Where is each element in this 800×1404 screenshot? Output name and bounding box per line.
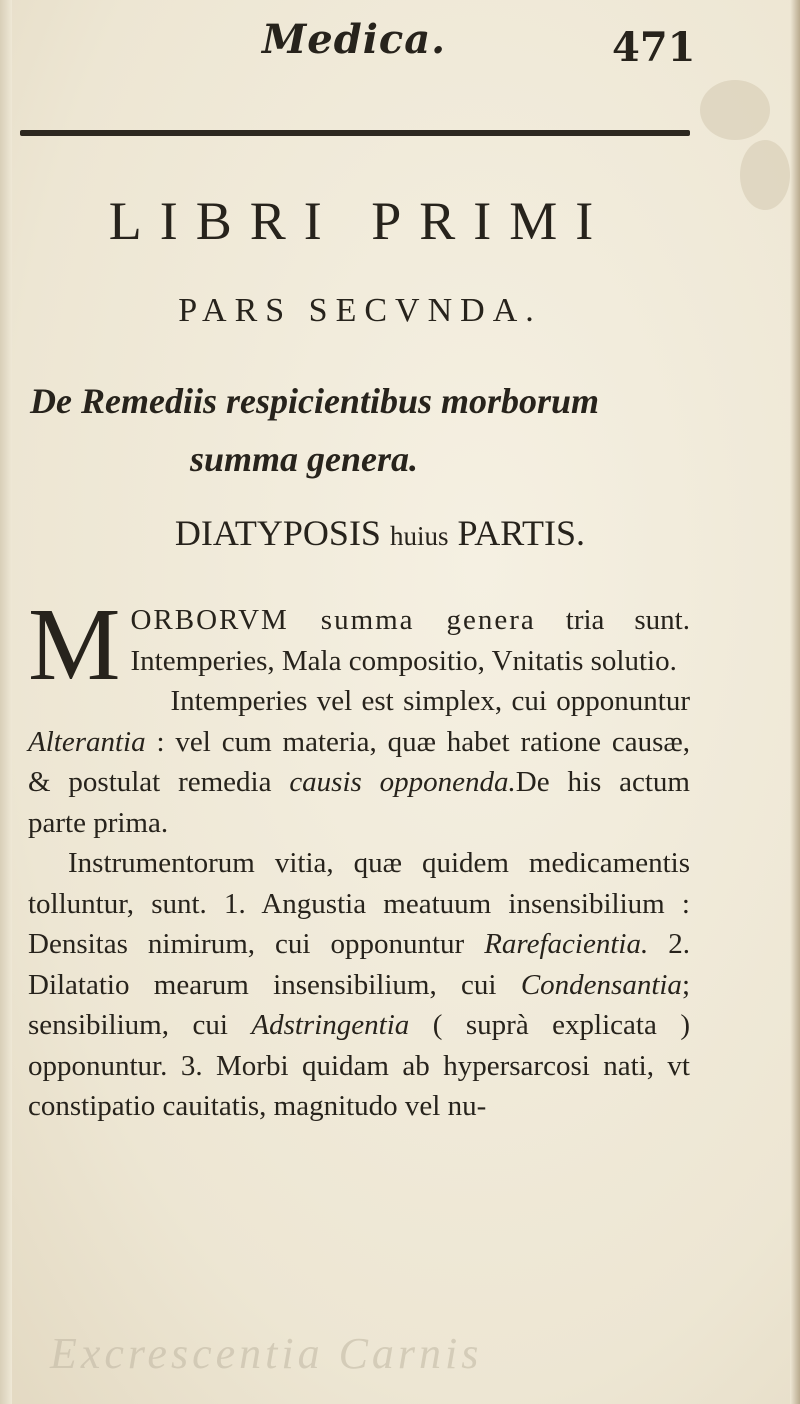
page-header xyxy=(0,10,800,80)
text-run: ; sensibilium, cui xyxy=(28,968,690,1041)
gutter-shadow xyxy=(0,0,12,1404)
page-number: 471 xyxy=(612,24,696,71)
paragraph-1-rest: tria sunt. Intemperies, Mala compositio, Vnitatis solutio. xyxy=(130,604,690,677)
italic-term: Alterantia xyxy=(28,725,146,758)
book-heading: LIBRI PRIMI xyxy=(108,191,612,251)
italic-term: Condensantia xyxy=(520,968,682,1001)
show-through-text: Excrescentia Carnis xyxy=(50,1329,483,1378)
paragraph-3 xyxy=(28,843,690,1127)
italic-term: Adstringentia xyxy=(251,1009,410,1041)
part-heading: PARS SECVNDA. xyxy=(178,292,542,329)
running-title: Medica. xyxy=(262,16,447,63)
text-run: : vel cum materia, quæ habet ratione causæ, & postulat remedia xyxy=(28,725,690,798)
text-run: 2. Dilatatio mearum insensibilium, cui xyxy=(28,928,690,1001)
text-run: Instrumentorum vitia, quæ quidem medicamentis tolluntur, sunt. 1. Angustia meatuum insensibilium : Densitas nimirum, cui opponuntur xyxy=(28,847,690,960)
diatyposis-huius: huius xyxy=(389,521,449,551)
drop-cap: M xyxy=(28,587,121,702)
paragraph-1-opening: ORBORVM summa genera xyxy=(130,604,536,636)
italic-term: causis opponenda. xyxy=(289,766,516,798)
diatyposis-word: DIATYPOSIS xyxy=(174,513,381,553)
page-edge xyxy=(790,0,800,1404)
italic-term: Rarefacientia. xyxy=(484,928,649,960)
text-run: Intemperies vel est simplex, cui opponuntur xyxy=(170,685,690,717)
header-rule xyxy=(20,130,690,136)
paper-stain xyxy=(700,80,770,140)
diatyposis-partis: PARTIS. xyxy=(457,513,586,553)
paragraph-2 xyxy=(28,681,690,843)
subtitle-line-1: De Remediis respicientibus morborum xyxy=(30,381,600,421)
subtitle-line-2: summa genera. xyxy=(190,439,419,479)
text-run: ( suprà explicata ) opponuntur. 3. Morbi quidam ab hypersarcosi nati, vt constipatio cauitatis, magnitudo vel nu- xyxy=(28,1009,690,1122)
body-text xyxy=(28,587,690,1127)
text-run: De his actum parte prima. xyxy=(28,766,690,839)
section-subtitle xyxy=(30,372,720,488)
paper-stain xyxy=(740,140,790,210)
diatyposis-heading xyxy=(60,512,700,554)
